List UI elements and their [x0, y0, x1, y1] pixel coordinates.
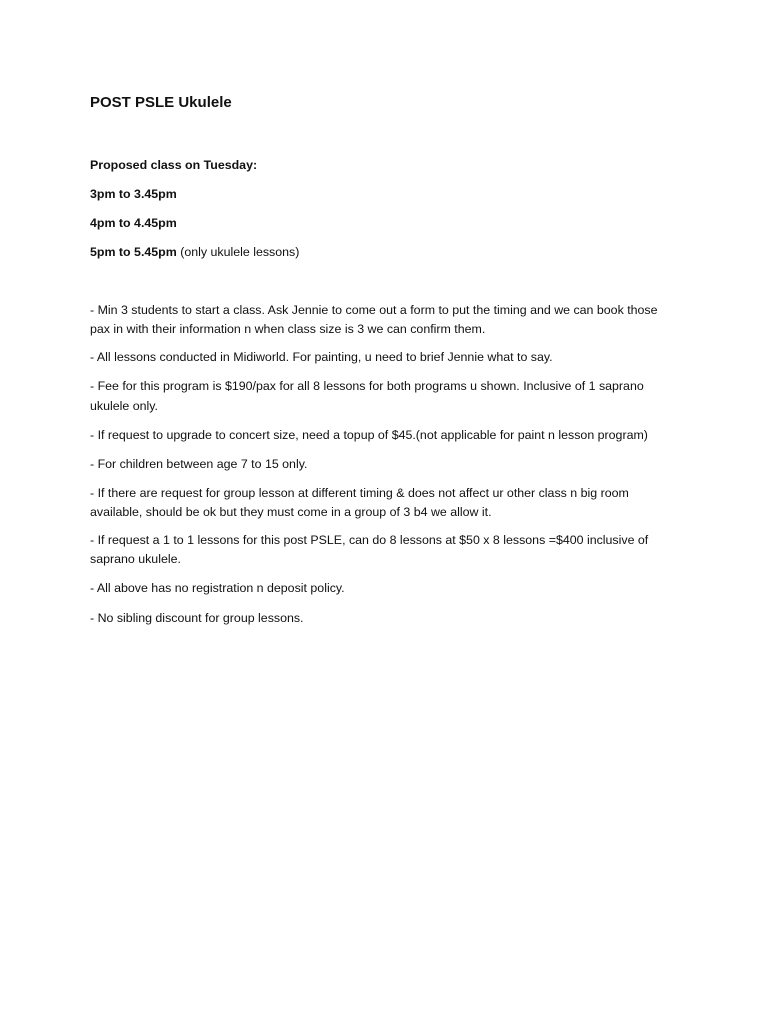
list-item-9-line-1: - No sibling discount for group lessons. [90, 611, 304, 625]
time-slot-text: 3pm to 3.45pm [90, 187, 177, 201]
list-item-4-line-1: - If request to upgrade to concert size, need a topup of $45.(not applicable for paint n lesson program) [90, 428, 648, 442]
list-item-7-line-2: saprano ukulele. [90, 552, 181, 566]
time-slot-1 [90, 185, 710, 204]
time-slot-note: (only ukulele lessons) [176, 245, 300, 259]
proposed-class-heading: Proposed class on Tuesday: [90, 158, 258, 172]
document-title: POST PSLE Ukulele [90, 94, 232, 111]
time-slot-2 [90, 214, 710, 233]
list-item-6-line-1: - If there are request for group lesson at different timing & does not affect ur other class n big room [90, 486, 629, 500]
time-slot-text: 5pm to 5.45pm [90, 245, 177, 259]
list-item-1-line-1: - Min 3 students to start a class. Ask Jennie to come out a form to put the timing and we can book those [90, 303, 658, 317]
list-item-6-line-2: available, should be ok but they must come in a group of 3 b4 we allow it. [90, 505, 492, 519]
time-slot-3 [90, 243, 710, 262]
list-item-8-line-1: - All above has no registration n deposit policy. [90, 581, 345, 595]
list-item-3-line-2: ukulele only. [90, 399, 158, 413]
list-item-7-line-1: - If request a 1 to 1 lessons for this post PSLE, can do 8 lessons at $50 x 8 lessons =$400 inclusive of [90, 533, 649, 547]
list-item-2-line-1: - All lessons conducted in Midiworld. For painting, u need to brief Jennie what to say. [90, 350, 553, 364]
list-item-5-line-1: - For children between age 7 to 15 only. [90, 457, 308, 471]
list-item-3-line-1: - Fee for this program is $190/pax for all 8 lessons for both programs u shown. Inclusive of 1 saprano [90, 379, 644, 393]
time-slot-text: 4pm to 4.45pm [90, 216, 177, 230]
list-item-1-line-2: pax in with their information n when class size is 3 we can confirm them. [90, 322, 486, 336]
